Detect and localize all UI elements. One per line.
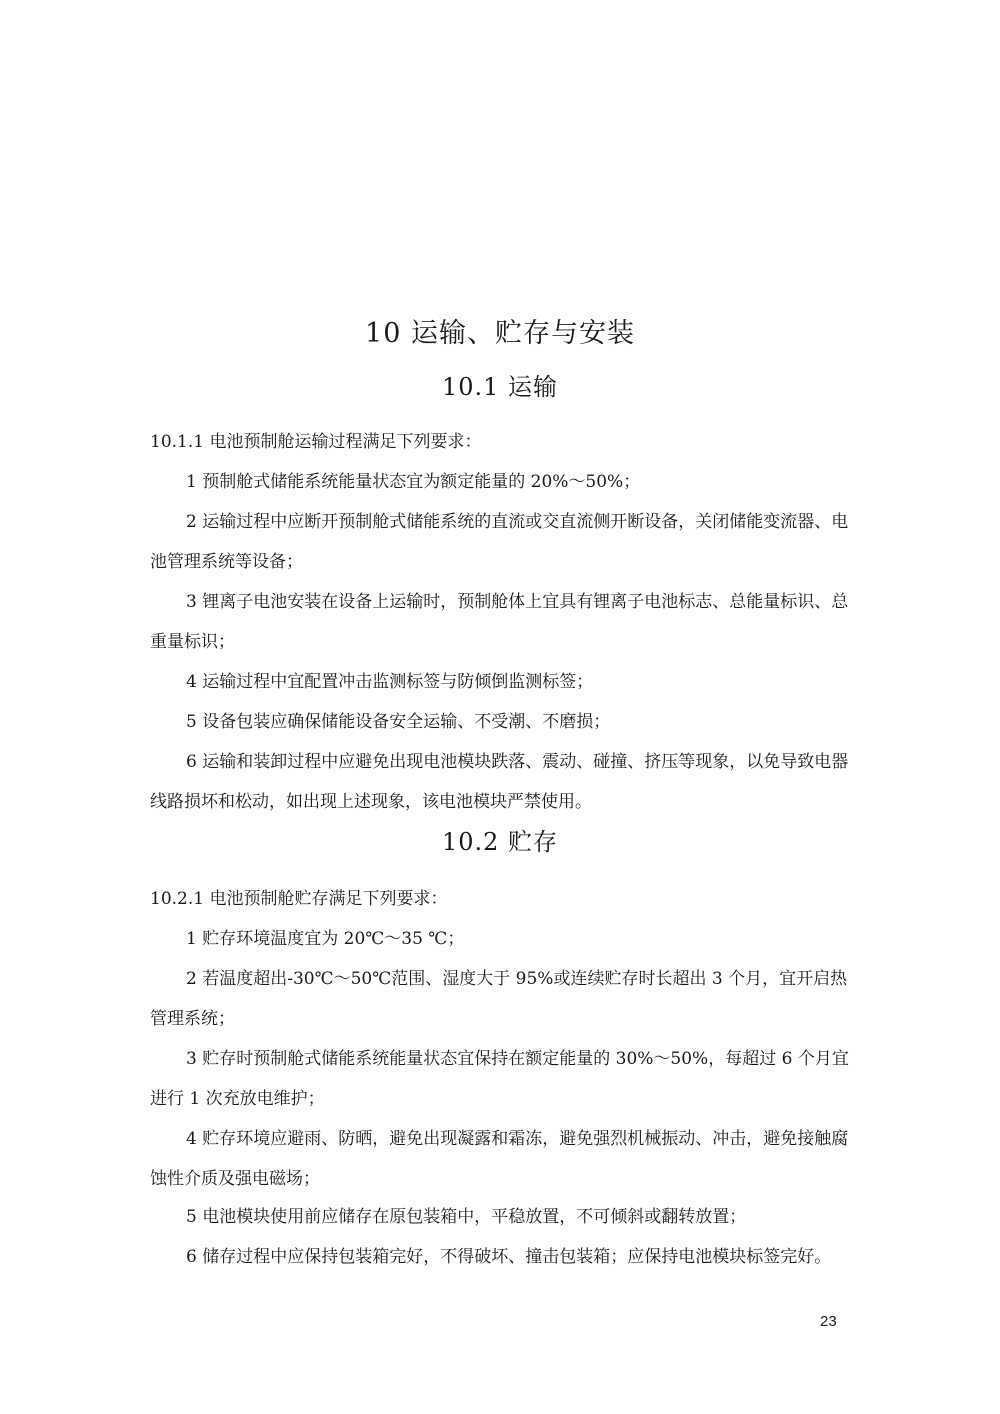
list-item: 6 储存过程中应保持包装箱完好，不得破坏、撞击包装箱；应保持电池模块标签完好。 [186,1247,832,1267]
page-number: 23 [820,1313,837,1330]
list-item: 6 运输和装卸过程中应避免出现电池模块跌落、震动、碰撞、挤压等现象，以免导致电器线路损坏和松动，如出现上述现象，该电池模块严禁使用。 [150,752,849,812]
list-item: 4 运输过程中宜配置冲击监测标签与防倾倒监测标签； [186,672,594,692]
section-title-storage: 10.2 贮存 [441,828,559,856]
list-item: 4 贮存环境应避雨、防晒，避免出现凝露和霜冻，避免强烈机械振动、冲击，避免接触腐蚀性介质及强电磁场； [150,1129,849,1189]
section-title-transport: 10.1 运输 [441,373,559,401]
clause-10-1-1: 10.1.1 电池预制舱运输过程满足下列要求： [150,432,482,452]
list-item: 5 设备包装应确保储能设备安全运输、不受潮、不磨损； [186,712,611,732]
chapter-title: 10 运输、贮存与安装 [365,318,635,349]
list-item: 3 锂离子电池安装在设备上运输时，预制舱体上宜具有锂离子电池标志、总能量标识、总重量标识； [150,592,849,652]
list-item: 2 若温度超出-30℃～50℃范围、湿度大于 95%或连续贮存时长超出 3 个月，宜开启热管理系统； [150,969,848,1029]
list-item: 2 运输过程中应断开预制舱式储能系统的直流或交直流侧开断设备，关闭储能变流器、电池管理系统等设备； [150,512,849,572]
list-item: 3 贮存时预制舱式储能系统能量状态宜保持在额定能量的 30%～50%，每超过 6 个月宜进行 1 次充放电维护； [150,1049,849,1109]
list-item: 1 贮存环境温度宜为 20℃～35 ℃； [186,929,465,949]
list-item: 5 电池模块使用前应储存在原包装箱中，平稳放置，不可倾斜或翻转放置； [186,1207,747,1227]
clause-10-2-1: 10.2.1 电池预制舱贮存满足下列要求： [150,889,448,909]
list-item: 1 预制舱式储能系统能量状态宜为额定能量的 20%～50%； [186,472,641,492]
